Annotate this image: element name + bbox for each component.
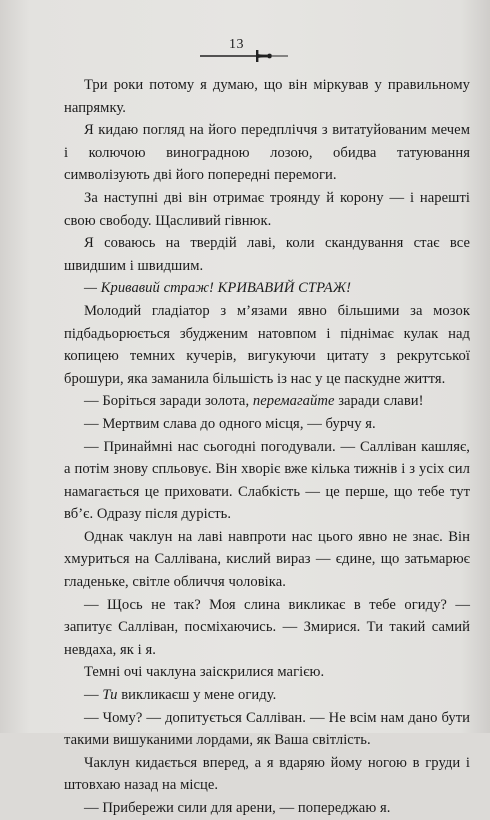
paragraph	[64, 390, 470, 413]
paragraph-text: Однак чаклун на лаві навпроти нас цього явно не знає. Він хмуриться на Саллівана, кислий вираз — єдине, що затьмарює гладеньке, світле обличчя чоловіка.	[64, 528, 470, 591]
paragraph	[64, 797, 470, 820]
paragraph	[64, 707, 470, 752]
paragraph-text: — Мертвим слава до одного місця, — бурчу я.	[84, 415, 376, 432]
paragraph-text: — Боріться заради золота,	[84, 393, 253, 410]
body-text	[64, 74, 470, 820]
paragraph-text: Я соваюсь на твердій лаві, коли скандування стає все швидшим і швидшим.	[64, 235, 470, 274]
italic-text: Ти	[102, 687, 118, 704]
paragraph	[64, 661, 470, 684]
paragraph	[64, 232, 470, 277]
italic-text: перемагайте	[252, 393, 335, 410]
paragraph	[64, 436, 470, 526]
paragraph-text: Три роки потому я думаю, що він міркував у правильному напрямку.	[64, 77, 470, 116]
paragraph	[64, 119, 470, 187]
paragraph-text: — Чому? — допитується Салліван. — Не всім нам дано бути такими вишуканими лордами, як Ваша світлість.	[64, 709, 470, 749]
paragraph	[64, 300, 470, 390]
sword-ornament-icon	[200, 50, 290, 62]
paragraph	[64, 413, 470, 436]
paragraph	[64, 526, 470, 594]
paragraph-text: —	[84, 687, 103, 704]
page-number: 13	[229, 37, 244, 52]
paragraph-text: Я кидаю погляд на його передпліччя з витатуйованим мечем і колючою виноградною лозою, обидва татуювання символізують дві його попередні перемоги.	[64, 122, 470, 184]
paragraph-text: — Щось не так? Моя слина викликає в тебе огиду? — запитує Салліван, посміхаючись. — Змирися. Ти такий самий невдаха, як і я.	[64, 596, 470, 658]
italic-text: — Кривавий страж! КРИВАВИЙ СТРАЖ!	[84, 280, 352, 297]
page-header	[0, 37, 490, 63]
paragraph-text: — Прибережи сили для арени, — попереджаю я.	[84, 800, 391, 816]
paragraph	[64, 277, 470, 300]
paragraph	[64, 752, 470, 797]
paragraph	[64, 684, 470, 707]
paragraph-text: Молодий гладіатор з м’язами явно більшими за мозок підбадьорюється збудженим натовпом і піднімає кулак над копицею темних кучерів, вигукуючи цитату з рекрутської брошури, яка заманила більшість із нас у це паскудне життя.	[64, 302, 470, 387]
paragraph-text: Чаклун кидається вперед, а я вдаряю йому ногою в груди і штовхаю назад на місце.	[64, 754, 470, 794]
paragraph	[64, 594, 470, 662]
paragraph-text: За наступні дві він отримає троянду й корону — і нарешті свою свободу. Щасливий гівнюк.	[64, 189, 470, 229]
paragraph	[64, 187, 470, 232]
paragraph-text: викликаєш у мене огиду.	[117, 687, 277, 704]
paragraph-text: Темні очі чаклуна заіскрилися магією.	[84, 664, 325, 681]
paragraph-text: — Принаймні нас сьогодні погодували. — Салліван кашляє, а потім знову спльовує. Він хворіє вже кілька тижнів і з усіх сил намагається це приховати. Слабкість — це перше, що тебе тут вб’є. Одразу після дурість.	[64, 438, 470, 523]
paragraph	[64, 74, 470, 119]
paragraph-text: заради слави!	[334, 393, 424, 410]
